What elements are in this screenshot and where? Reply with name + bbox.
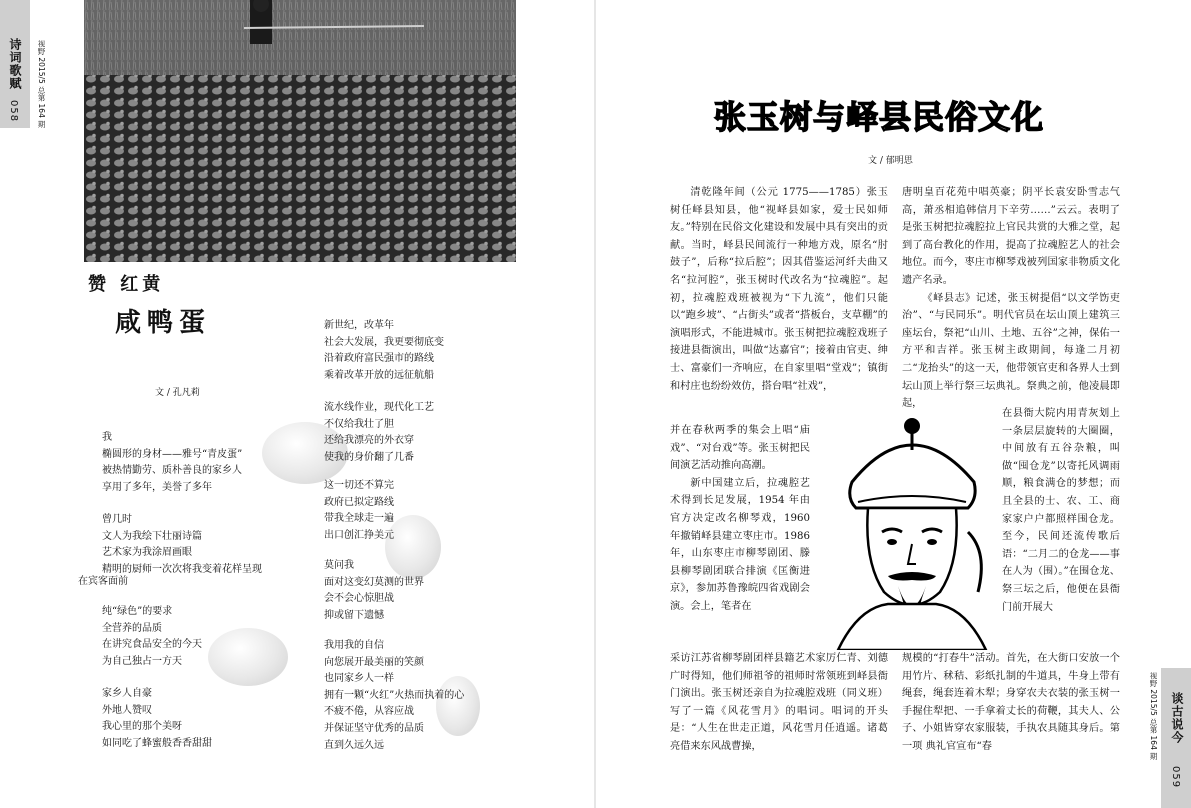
- ducks-photo: [84, 0, 516, 262]
- section-tab-right: [1161, 668, 1191, 808]
- article-column-1: [670, 184, 888, 395]
- poem-stanza: 莫问我 面对这变幻莫测的世界 会不会心惊胆战 抑或留下遗憾: [324, 560, 424, 621]
- poem-stanza: 曾几时 文人为我绘下壮丽诗篇 艺术家为我涂眉画眼 精明的厨师一次次将我变着花样呈现: [102, 514, 262, 575]
- article-author: 文 / 郁明思: [868, 156, 913, 166]
- article-paragraph: 新中国建立后，拉魂腔艺术得到长足发展，1954 年由官方决定改名柳琴戏，1960 年撤销峄县建立枣庄市。1986 年，山东枣庄市柳琴剧团、滕县柳琴剧团联合排演《匡衡进京》，参加苏鲁豫皖四省戏剧会演。会上，笔者在: [670, 477, 810, 612]
- article-paragraph: 清乾隆年间（公元 1775——1785）张玉树任峄县知县，他“视峄县如家，爱士民如师友。”特别在民俗文化建设和发展中具有突出的贡献。当时，峄县民间流行一种地方戏，原名“肘鼓子”，后称“拉后腔”；因其借鉴运河纤夫曲又名“拉河腔”，张玉树时代改名为“拉魂腔”。起初，拉魂腔戏班被视为“下九流”，他们只能以“跑乡坡”、“占街头”或者“搭板台，支草棚”的演唱形式，不能进城市。张玉树把拉魂腔戏班子接进县衙演出，叫做“达嘉官”；接着由官吏、绅士、富豪们一齐响应，在自家里唱“堂戏”；镇街和村庄也纷纷效仿，搭台唱“社戏”，: [670, 187, 888, 392]
- article-paragraph: 唐明皇百花苑中唱英豪；阴平长袁安卧雪志气高，萧丞相追韩信月下辛劳……”云云。表明了是张玉树把拉魂腔拉上官民共赏的大雅之堂，起到了高台教化的作用，提高了拉魂腔艺人的社会地位。而今，枣庄市柳琴戏被列国家非物质文化遗产名录。: [902, 187, 1120, 286]
- article-paragraph: 规模的“打春牛”活动。首先，在大街口安放一个用竹片、秫秸、彩纸扎制的牛道具，牛身上带有绳套，绳套连着木犁；身穿农夫衣装的张玉树一手握住犁把、一手拿着丈长的荷鞭，其夫人、公子、小姐皆穿农家服装，手执农具随其身后。第一项 典礼官宣布“春: [902, 653, 1120, 752]
- section-tab-label: 诗词歌赋: [8, 38, 22, 90]
- article-paragraph: 并在春秋两季的集会上唱“庙戏”、“对台戏”等。张玉树把民间演艺活动推向高潮。: [670, 425, 810, 472]
- poem-author: 文 / 孔凡莉: [155, 388, 200, 398]
- poem-stanza: 流水线作业，现代化工艺 不仅给我壮了胆 还给我漂亮的外衣穿 使我的身价翻了几番: [324, 402, 434, 463]
- section-tab-label: 谈古说今: [1170, 692, 1184, 744]
- article-title: 张玉树与峄县民俗文化: [714, 98, 1045, 136]
- portrait-illustration: [818, 412, 1006, 650]
- egg-decoration: [208, 628, 288, 686]
- article-paragraph: 在县衙大院内用青灰划上一条层层旋转的大圈圈，中间放有五谷杂粮，叫做“囤仓龙”以寄托风调雨顺，粮食满仓的梦想；而且全县的士、农、工、商家家户户都照样围仓龙。至今，民间还流传歌后语：“二月二的仓龙——事在人为（围）。”在围仓龙、祭三坛之后，他便在县衙门前开展大: [1002, 408, 1120, 613]
- right-page: [596, 0, 1191, 808]
- page-number: 059: [1170, 766, 1181, 789]
- poem-stanza: 新世纪，改革年 社会大发展，我更要彻底变 沿着政府富民强市的路线 乘着改革开放的远征航船: [324, 320, 444, 381]
- poem-stanza: 家乡人自豪 外地人赞叹 我心里的那个美呀 如同吃了蜂蜜般香香甜甜: [102, 688, 212, 749]
- journal-info: 视野 2015/5 总第 164 期: [1149, 672, 1158, 760]
- poem-stanza: 纯“绿色”的要求 全营养的品质 在讲究食品安全的今天 为自己独占一方天: [102, 606, 202, 667]
- article-column-2-bottom: [902, 650, 1120, 756]
- article-column-2-wrap: [1002, 405, 1120, 616]
- article-column-2: [902, 184, 1120, 413]
- poem-stanza: 我用我的自信 向您展开最美丽的笑颜 也同家乡人一样 拥有一颗“火红”火热而执着的心 不疲不倦，从容应战 并保证坚守优秀的品质 直到久远久远: [324, 640, 465, 751]
- article-column-1-wrap: [670, 422, 810, 616]
- poem-stanza: 这一切还不算完 政府已拟定路线 带我全球走一遍 出口创汇挣美元: [324, 480, 394, 541]
- page-number: 058: [8, 100, 19, 123]
- poem-stanza: 在宾客面前: [78, 576, 128, 587]
- article-paragraph: 《峄县志》记述，张玉树提倡“以文学饬吏治”、“与民同乐”。明代官员在坛山顶上建筑三座坛台，祭祀“山川、土地、五谷”之神，保佑一方平和吉祥。张玉树主政期间，每逢二月初二“龙抬头”的这一天，他带领官吏和各界人士到坛山顶上举行祭三坛典礼。祭典之前，他凌晨即起，: [902, 292, 1120, 410]
- article-column-1-bottom: [670, 650, 888, 756]
- poem-title-line2: 咸鸭蛋: [115, 308, 212, 338]
- poem-title-line1: 赞 红黄: [88, 274, 165, 295]
- section-tab-left: [0, 0, 30, 128]
- journal-info: 视野 2015/5 总第 164 期: [37, 40, 46, 128]
- poem-stanza: 我 椭圆形的身材——雅号“青皮蛋” 被热情勤劳、质朴善良的家乡人 享用了多年，美誉了多年: [102, 432, 243, 493]
- article-paragraph: 采访江苏省柳琴剧团样县籍艺术家厉仁青、刘德广时得知，他们师祖爷的祖师时常领班到峄县衙门演出。张玉树还亲自为拉魂腔戏班（同义班）写了一篇《风花雪月》的唱词。唱词的开头是：“人生在世走正道，风花雪月任逍遥。诸葛亮借来东风战曹操，: [670, 653, 888, 752]
